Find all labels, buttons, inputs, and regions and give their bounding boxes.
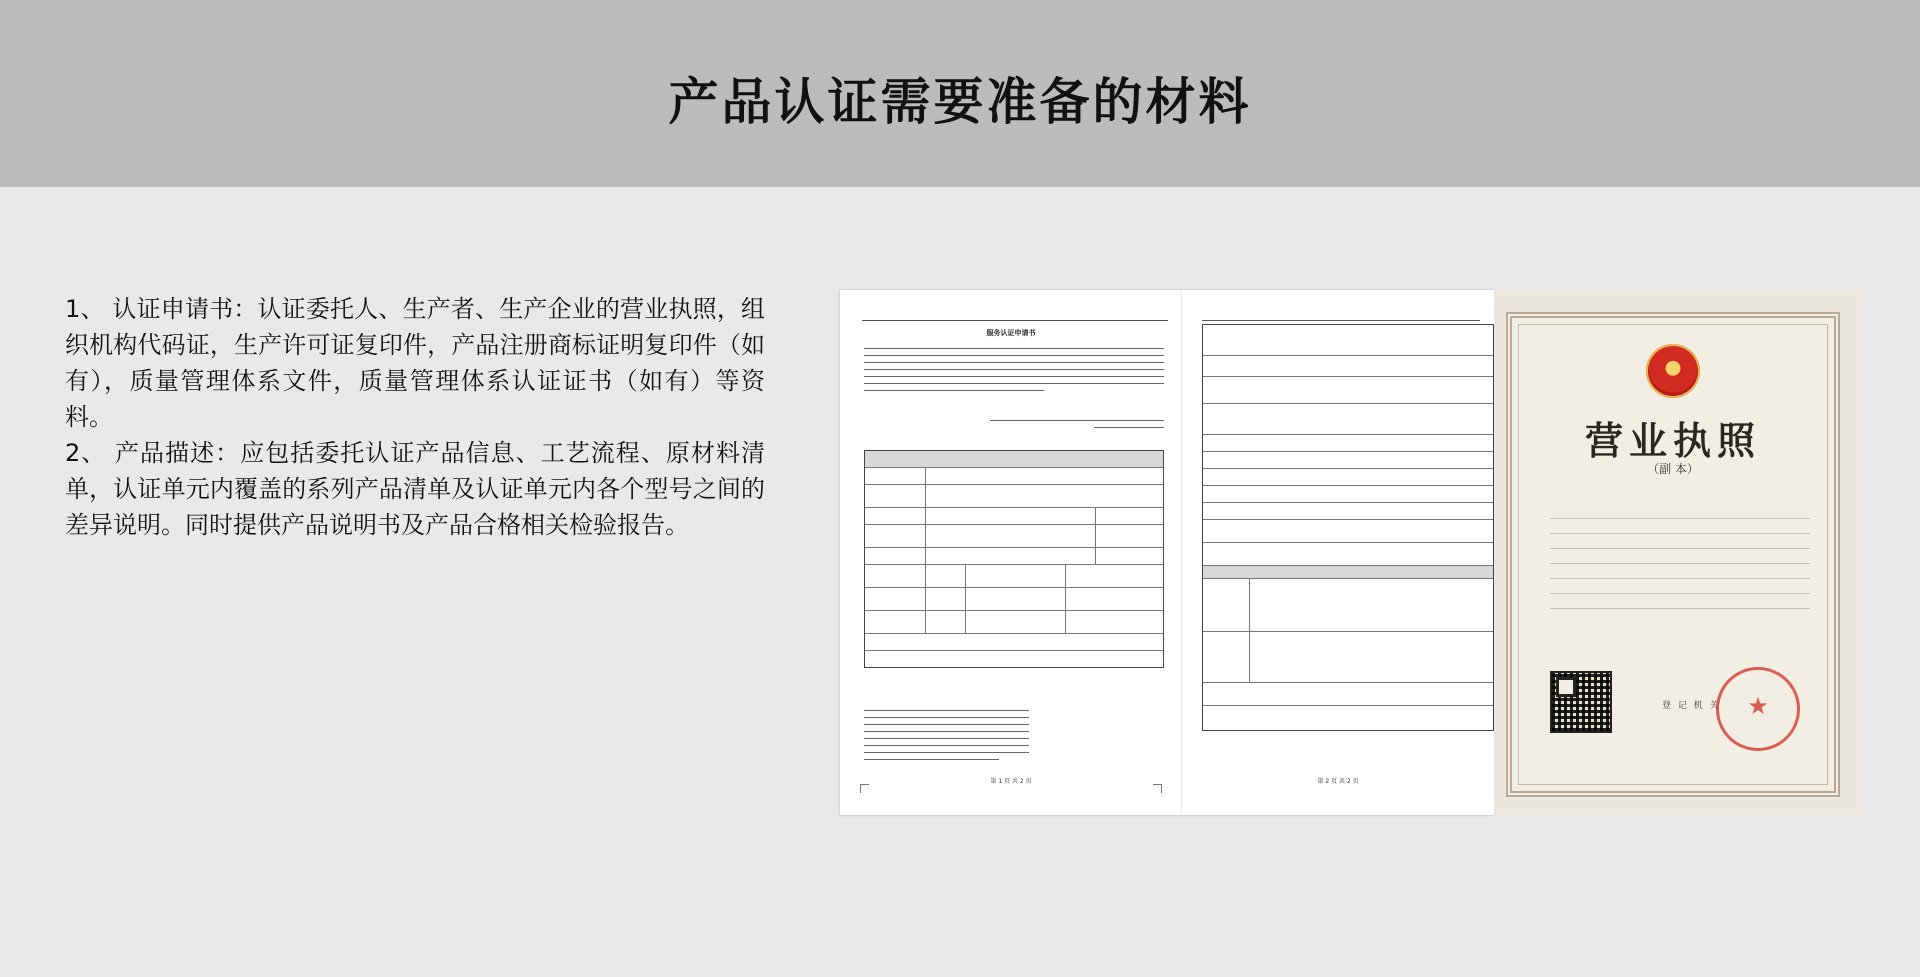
form-page-number: 第 2 页 共 2 页 (1317, 778, 1359, 785)
material-item-2: 2、 产品描述：应包括委托认证产品信息、工艺流程、原材料清单，认证单元内覆盖的系列产品清单及认证单元内各个型号之间的差异说明。同时提供产品说明书及产品合格相关检验报告。 (65, 439, 765, 539)
license-subtitle: （副 本） (1647, 462, 1699, 476)
form-page-number: 第 1 页 共 2 页 (990, 778, 1032, 785)
form-header-line (1202, 310, 1480, 321)
license-border (1506, 312, 1840, 797)
business-license-image (1494, 290, 1858, 815)
page-title: 产品认证需要准备的材料 (668, 73, 1252, 131)
material-item-1: 1、 认证申请书：认证委托人、生产者、生产企业的营业执照，组织机构代码证，生产许可证复印件，产品注册商标证明复印件（如有），质量管理体系文件，质量管理体系认证证书（如有）等资料。 (65, 295, 765, 431)
form-checklist-lines (864, 710, 1164, 766)
form-title: 服务认证申请书 (986, 329, 1036, 337)
qr-code-icon (1550, 671, 1612, 733)
applicant-info-table (864, 450, 1164, 668)
official-seal-icon (1716, 667, 1800, 751)
registration-authority-label: 登 记 机 关 (1662, 701, 1721, 711)
application-form-page-2-image (1182, 290, 1494, 815)
service-info-table (1202, 324, 1494, 731)
header-banner (0, 0, 1920, 187)
form-signature-lines (990, 420, 1164, 434)
application-form-page-1-image (840, 290, 1182, 815)
license-title: 营业执照 (1584, 418, 1761, 463)
license-fields (1550, 518, 1810, 623)
form-paragraph-lines (864, 348, 1164, 397)
national-emblem-icon (1646, 344, 1700, 398)
materials-description (65, 291, 765, 543)
form-header-line (862, 310, 1168, 321)
